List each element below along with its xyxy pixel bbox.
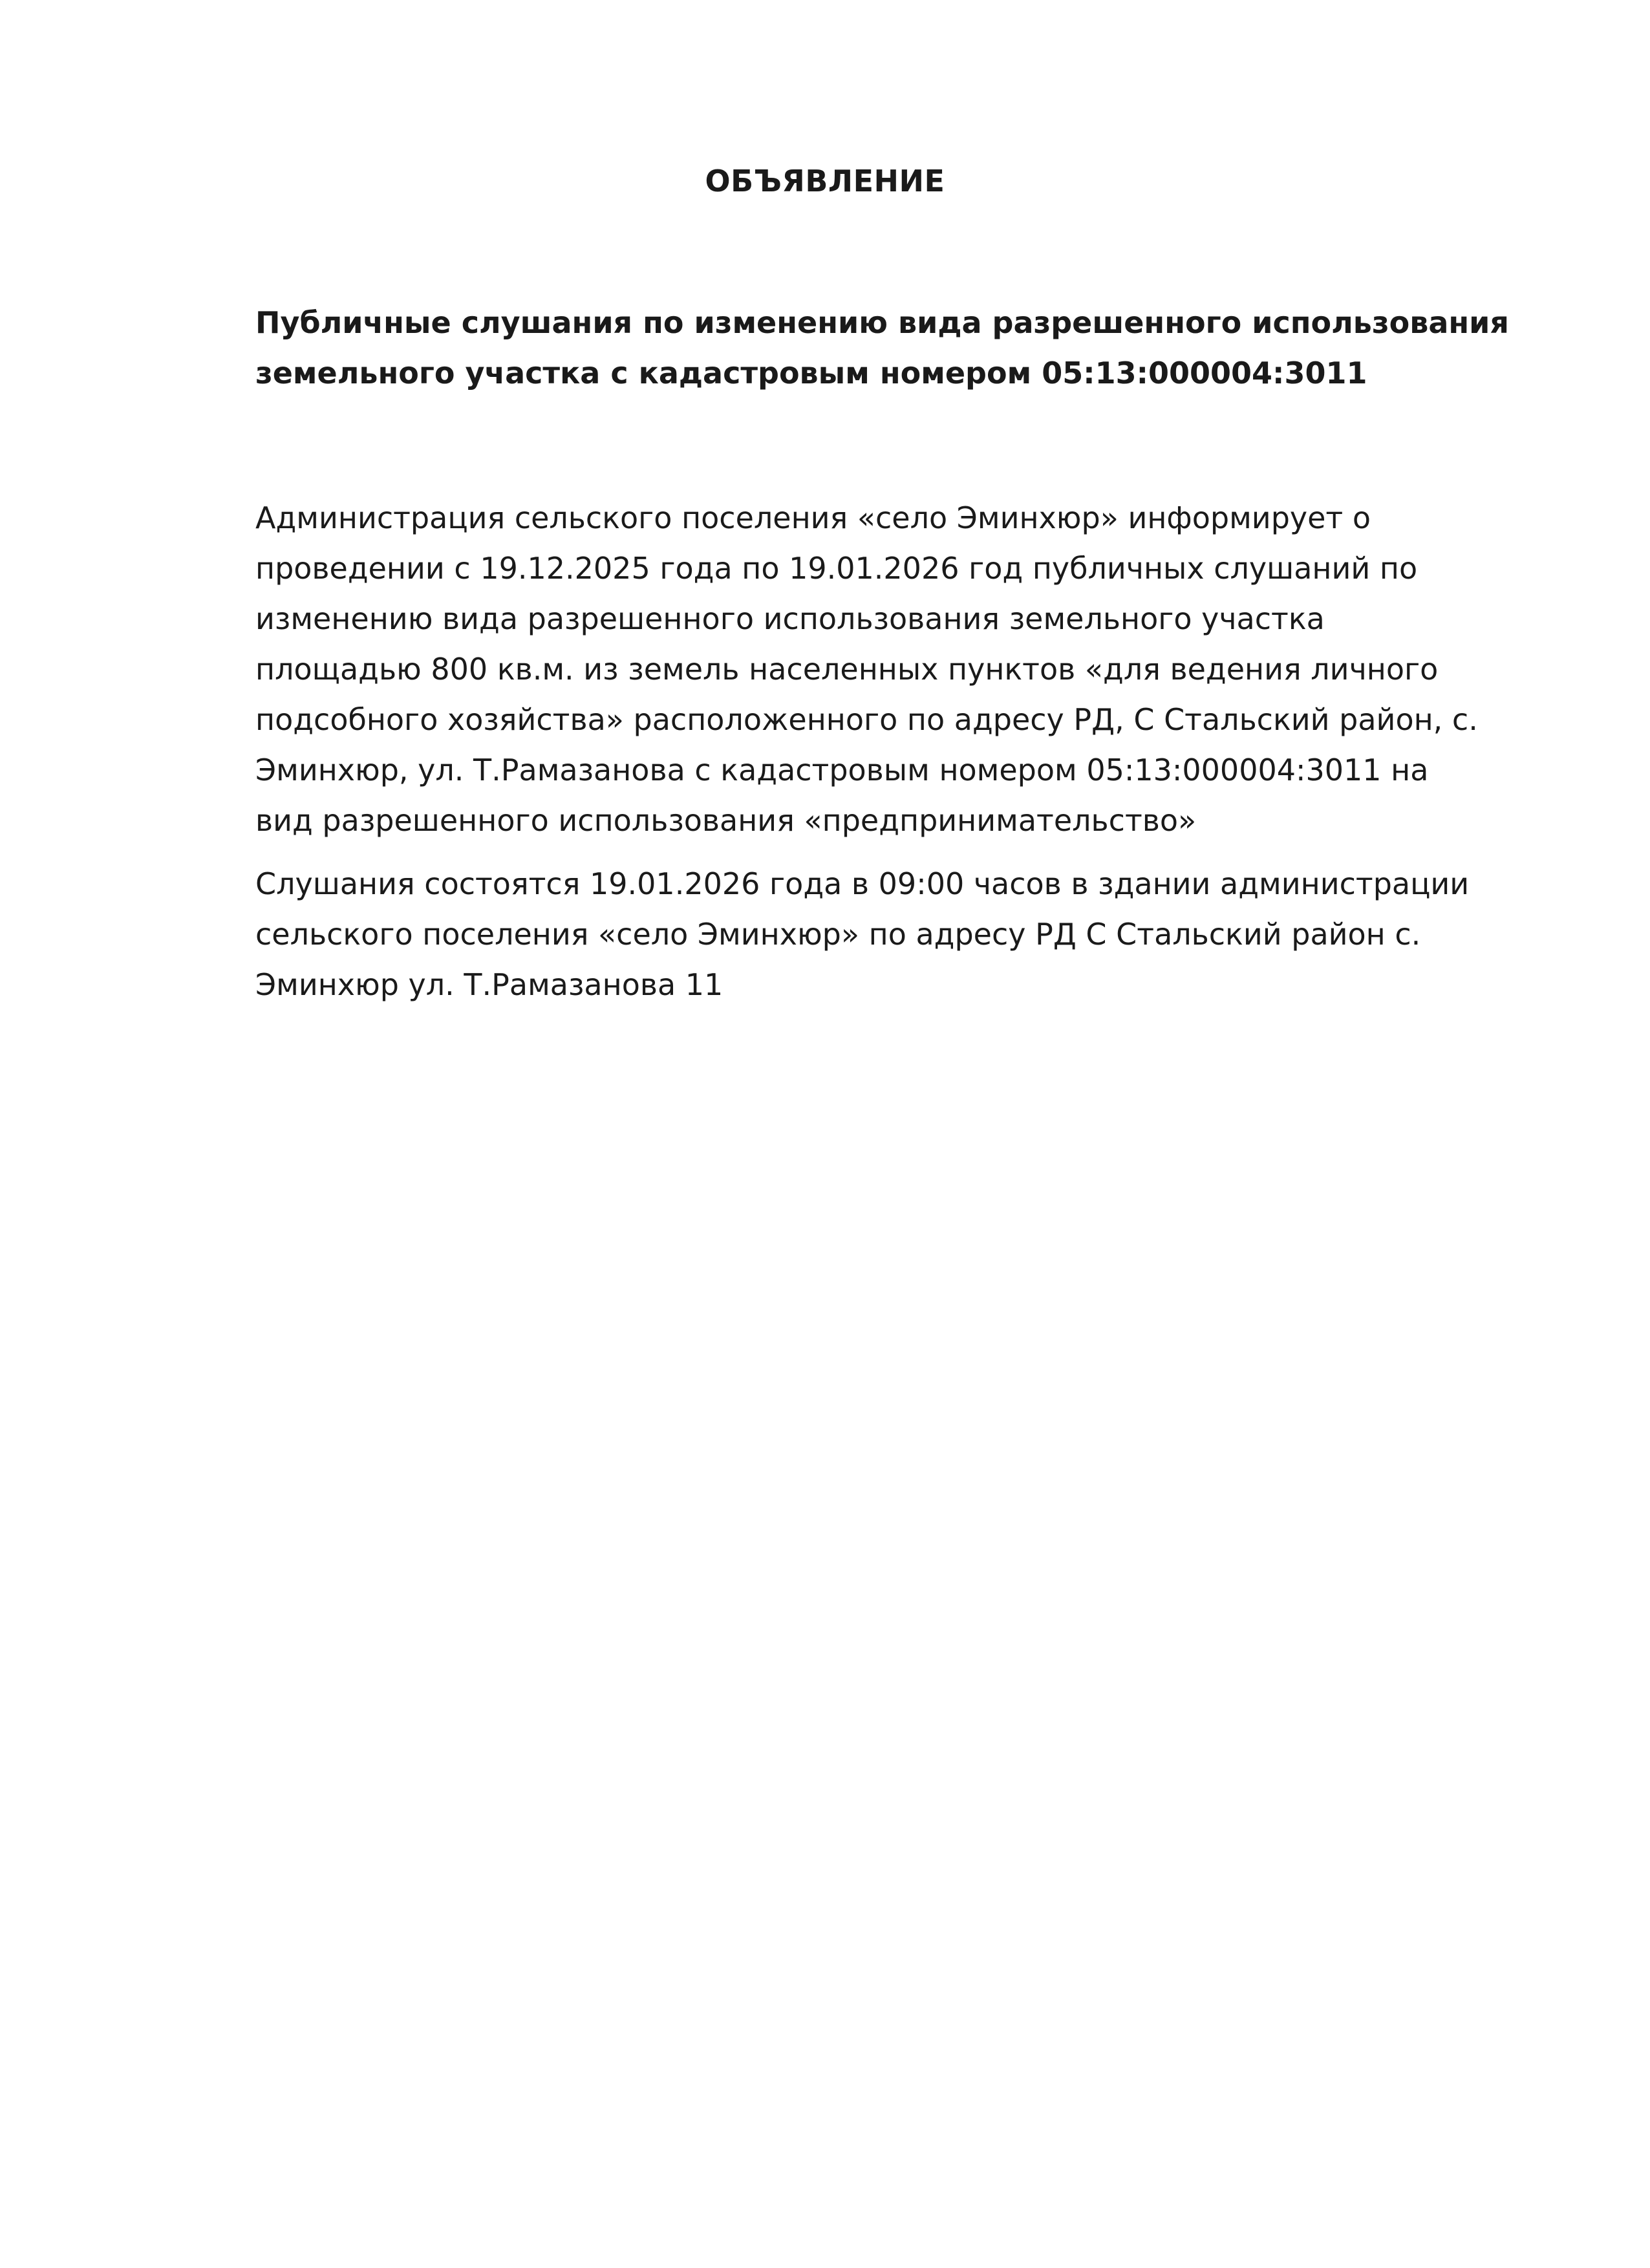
paragraph-line: проведении с 19.12.2025 года по 19.01.2026 год публичных слушаний по	[255, 551, 1418, 586]
subject-line: Публичные слушания по изменению вида разрешенного использования	[255, 305, 1509, 340]
document-title: ОБЪЯВЛЕНИЕ	[705, 164, 945, 198]
paragraph-line: Эминхюр, ул. Т.Рамазанова с кадастровым номером 05:13:000004:3011 на	[255, 753, 1429, 787]
announcement-paragraph	[255, 493, 1523, 846]
paragraph-line: изменению вида разрешенного использования земельного участка	[255, 601, 1325, 636]
paragraph-line: Эминхюр ул. Т.Рамазанова 11	[255, 967, 723, 1002]
paragraph-line: Администрация сельского поселения «село Эминхюр» информирует о	[255, 500, 1371, 535]
paragraph-line: сельского поселения «село Эминхюр» по адресу РД С Стальский район с.	[255, 917, 1421, 952]
paragraph-line: Слушания состоятся 19.01.2026 года в 09:00 часов в здании администрации	[255, 866, 1470, 901]
paragraph-line: вид разрешенного использования «предпринимательство»	[255, 803, 1197, 838]
hearing-details-paragraph	[255, 859, 1523, 1010]
paragraph-line: подсобного хозяйства» расположенного по адресу РД, С Стальский район, с.	[255, 702, 1478, 737]
subject-line: земельного участка с кадастровым номером 05:13:000004:3011	[255, 356, 1367, 390]
document-body	[255, 493, 1523, 1010]
document-subject	[255, 297, 1523, 398]
paragraph-line: площадью 800 кв.м. из земель населенных пунктов «для ведения личного	[255, 652, 1439, 687]
